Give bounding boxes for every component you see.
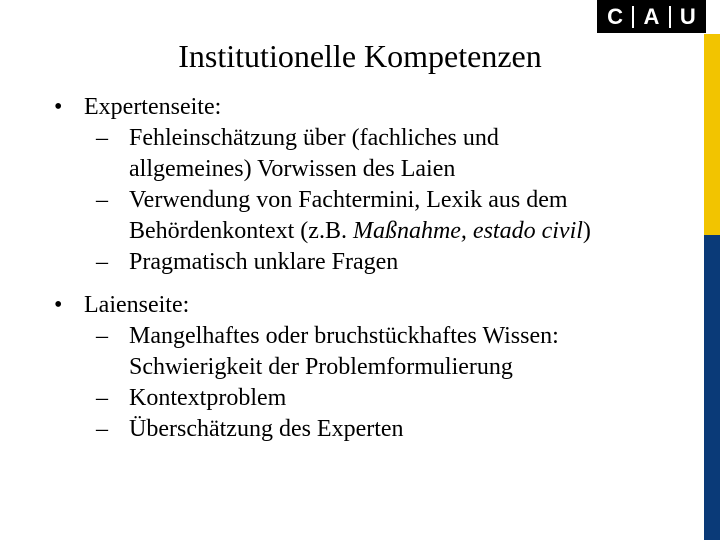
sub-list (84, 123, 694, 278)
list-item (96, 321, 694, 383)
logo-letter-c: C (607, 4, 624, 29)
sub-marker: – (96, 385, 108, 411)
sub-marker: – (96, 416, 108, 442)
text-segment: Behördenkontext (z.B. (129, 218, 353, 244)
bullet-marker: • (54, 94, 63, 120)
bullet-expertenseite (54, 92, 694, 278)
list-item (96, 414, 694, 445)
list-item-line: Kontextproblem (129, 385, 287, 411)
list-item-line: allgemeines) Vorwissen des Laien (129, 156, 456, 182)
bullet-laienseite (54, 290, 694, 445)
sub-marker: – (96, 187, 108, 213)
logo-letter-u: U (679, 4, 696, 29)
list-item-line: Pragmatisch unklare Fragen (129, 249, 399, 275)
bullet-label: Laienseite: (84, 292, 190, 318)
sub-marker: – (96, 249, 108, 275)
text-segment: ) (582, 218, 591, 244)
sub-list (84, 321, 694, 445)
list-item (96, 185, 694, 247)
list-item (96, 383, 694, 414)
list-item-line: Mangelhaftes oder bruchstückhaftes Wissen: (129, 323, 559, 349)
sub-marker: – (96, 125, 108, 151)
list-item-line: Fehleinschätzung über (fachliches und (129, 125, 499, 151)
side-bar-blue (704, 235, 720, 540)
slide-title: Institutionelle Kompetenzen (178, 38, 542, 74)
list-item-line (129, 216, 694, 247)
logo-separator (632, 6, 634, 28)
side-color-bar (704, 34, 720, 540)
list-item-line: Schwierigkeit der Problemformulierung (129, 354, 513, 380)
bullet-marker: • (54, 292, 63, 318)
list-item (96, 247, 694, 278)
list-item (96, 123, 694, 185)
list-item-line: Überschätzung des Experten (129, 416, 404, 442)
italic-example-terms: Maßnahme, estado civil (352, 218, 583, 244)
logo-letter-a: A (643, 4, 660, 29)
sub-marker: – (96, 323, 108, 349)
slide-content (54, 92, 694, 445)
list-item-line: Verwendung von Fachtermini, Lexik aus dem (129, 187, 568, 213)
bullet-label: Expertenseite: (84, 94, 222, 120)
logo-separator (669, 6, 671, 28)
cau-logo (597, 0, 706, 33)
